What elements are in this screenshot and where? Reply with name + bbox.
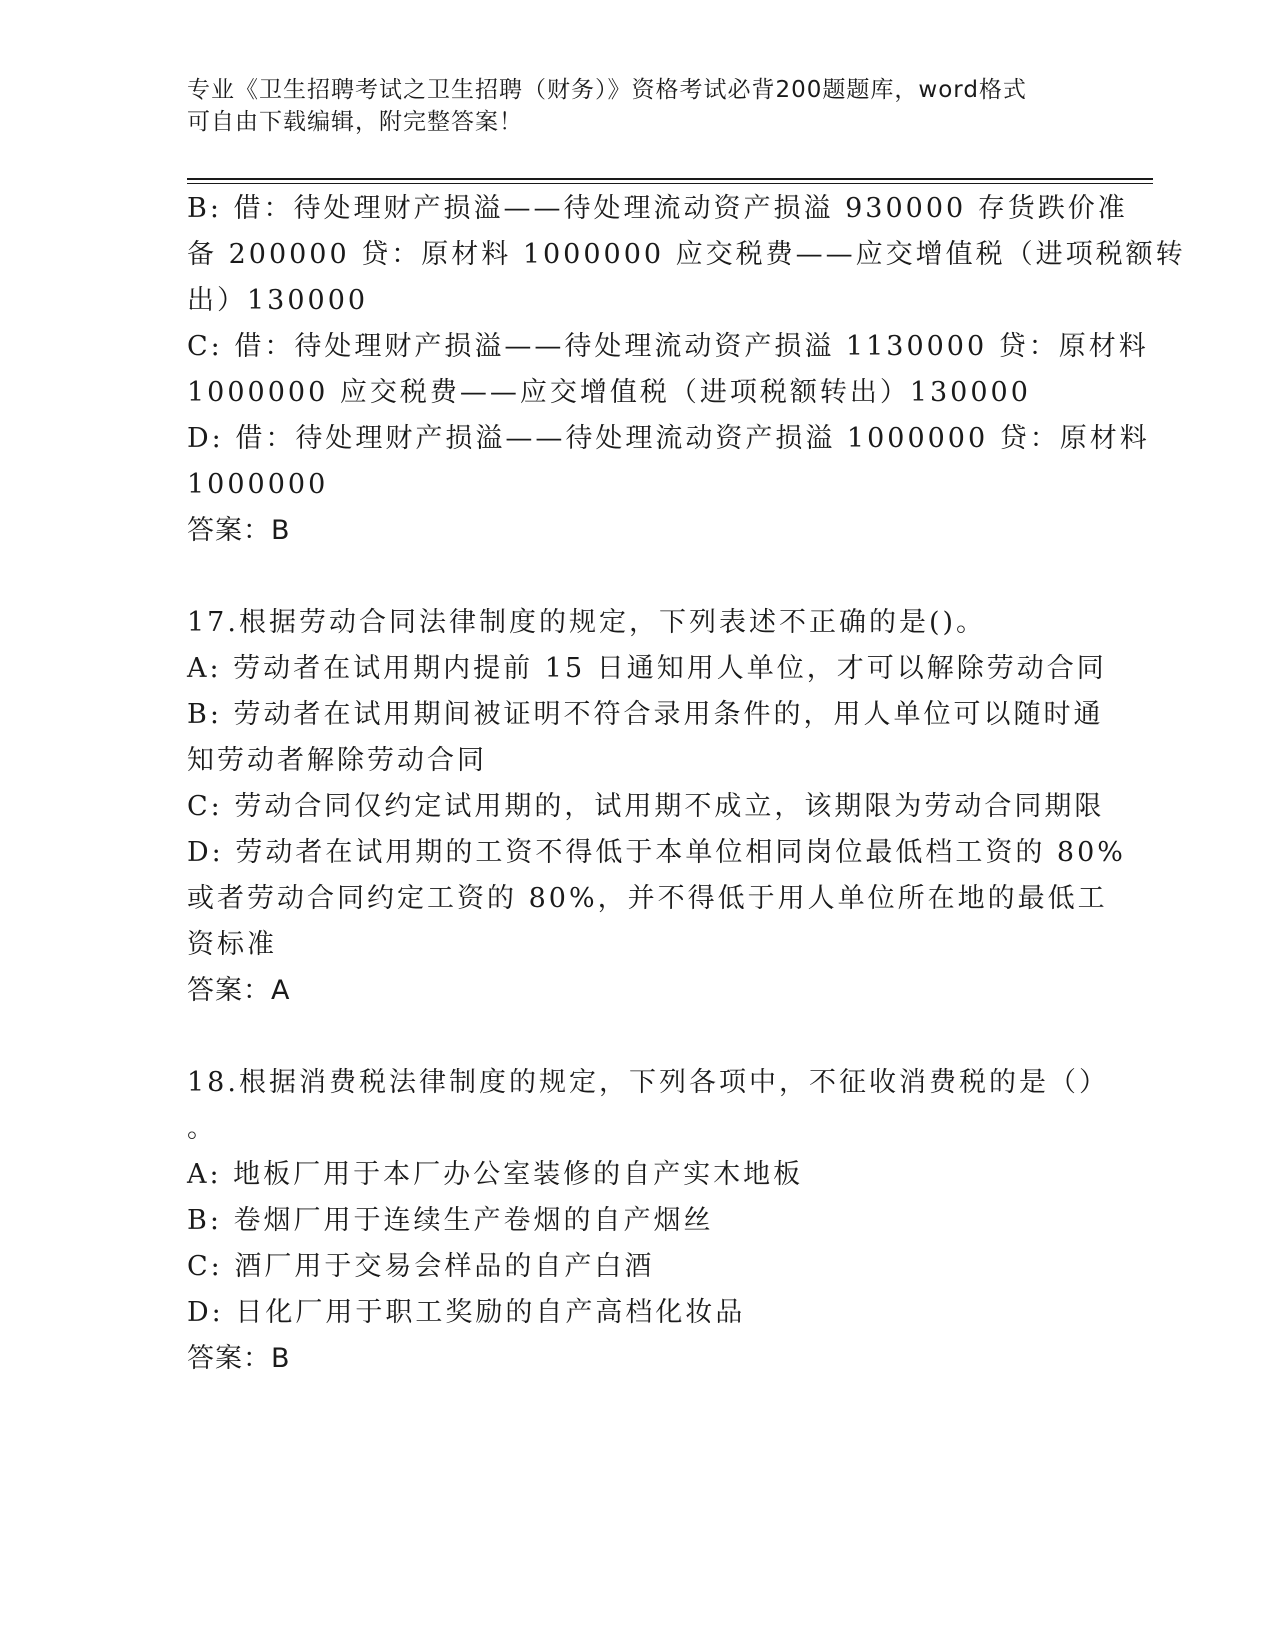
q16-answer: 答案：B	[187, 515, 291, 546]
q16-option-b-line-3: 出）130000	[187, 285, 369, 316]
q17-option-d-line-2: 或者劳动合同约定工资的 80%，并不得低于用人单位所在地的最低工	[187, 883, 1108, 914]
q17-stem: 17.根据劳动合同法律制度的规定，下列表述不正确的是()。	[187, 607, 987, 638]
question-17-block	[187, 600, 1126, 1014]
q16-option-b-line-2: 备 200000 贷：原材料 1000000 应交税费——应交增值税（进项税额转	[187, 239, 1186, 270]
header-divider-thin	[187, 183, 1153, 184]
question-18-block	[187, 1060, 1109, 1382]
q17-option-d-line-3: 资标准	[187, 929, 277, 960]
q16-option-c-line-1: C: 借：待处理财产损溢——待处理流动资产损溢 1130000 贷：原材料	[187, 331, 1149, 362]
q17-option-a: A: 劳动者在试用期内提前 15 日通知用人单位，才可以解除劳动合同	[187, 653, 1107, 684]
q16-option-d-line-2: 1000000	[187, 469, 329, 500]
document-body	[187, 186, 1186, 1382]
q17-option-b-line-2: 知劳动者解除劳动合同	[187, 745, 487, 776]
q18-option-b: B: 卷烟厂用于连续生产卷烟的自产烟丝	[187, 1205, 714, 1236]
q17-option-c: C: 劳动合同仅约定试用期的，试用期不成立，该期限为劳动合同期限	[187, 791, 1105, 822]
q16-option-d-line-1: D: 借：待处理财产损溢——待处理流动资产损溢 1000000 贷：原材料	[187, 423, 1150, 454]
q17-option-b-line-1: B: 劳动者在试用期间被证明不符合录用条件的，用人单位可以随时通	[187, 699, 1104, 730]
header-divider-thick	[187, 178, 1153, 180]
q18-answer: 答案：B	[187, 1343, 291, 1374]
q18-stem-line-2: 。	[187, 1113, 217, 1144]
q18-option-c: C: 酒厂用于交易会样品的自产白酒	[187, 1251, 655, 1282]
spacer	[187, 554, 1087, 600]
header-title-line-2: 可自由下载编辑，附完整答案！	[187, 109, 523, 135]
spacer	[187, 1014, 1087, 1060]
question-16-block	[187, 186, 1186, 554]
q18-option-d: D: 日化厂用于职工奖励的自产高档化妆品	[187, 1297, 746, 1328]
document-header	[187, 74, 1067, 138]
q17-option-d-line-1: D: 劳动者在试用期的工资不得低于本单位相同岗位最低档工资的 80%	[187, 837, 1126, 868]
q16-option-b-line-1: B: 借：待处理财产损溢——待处理流动资产损溢 930000 存货跌价准	[187, 193, 1128, 224]
q18-stem-line-1: 18.根据消费税法律制度的规定，下列各项中，不征收消费税的是（）	[187, 1067, 1109, 1098]
q16-option-c-line-2: 1000000 应交税费——应交增值税（进项税额转出）130000	[187, 377, 1031, 408]
header-title-line-1: 专业《卫生招聘考试之卫生招聘（财务）》资格考试必背200题题库，word格式	[187, 77, 1027, 103]
q18-option-a: A: 地板厂用于本厂办公室装修的自产实木地板	[187, 1159, 804, 1190]
q17-answer: 答案：A	[187, 975, 291, 1006]
